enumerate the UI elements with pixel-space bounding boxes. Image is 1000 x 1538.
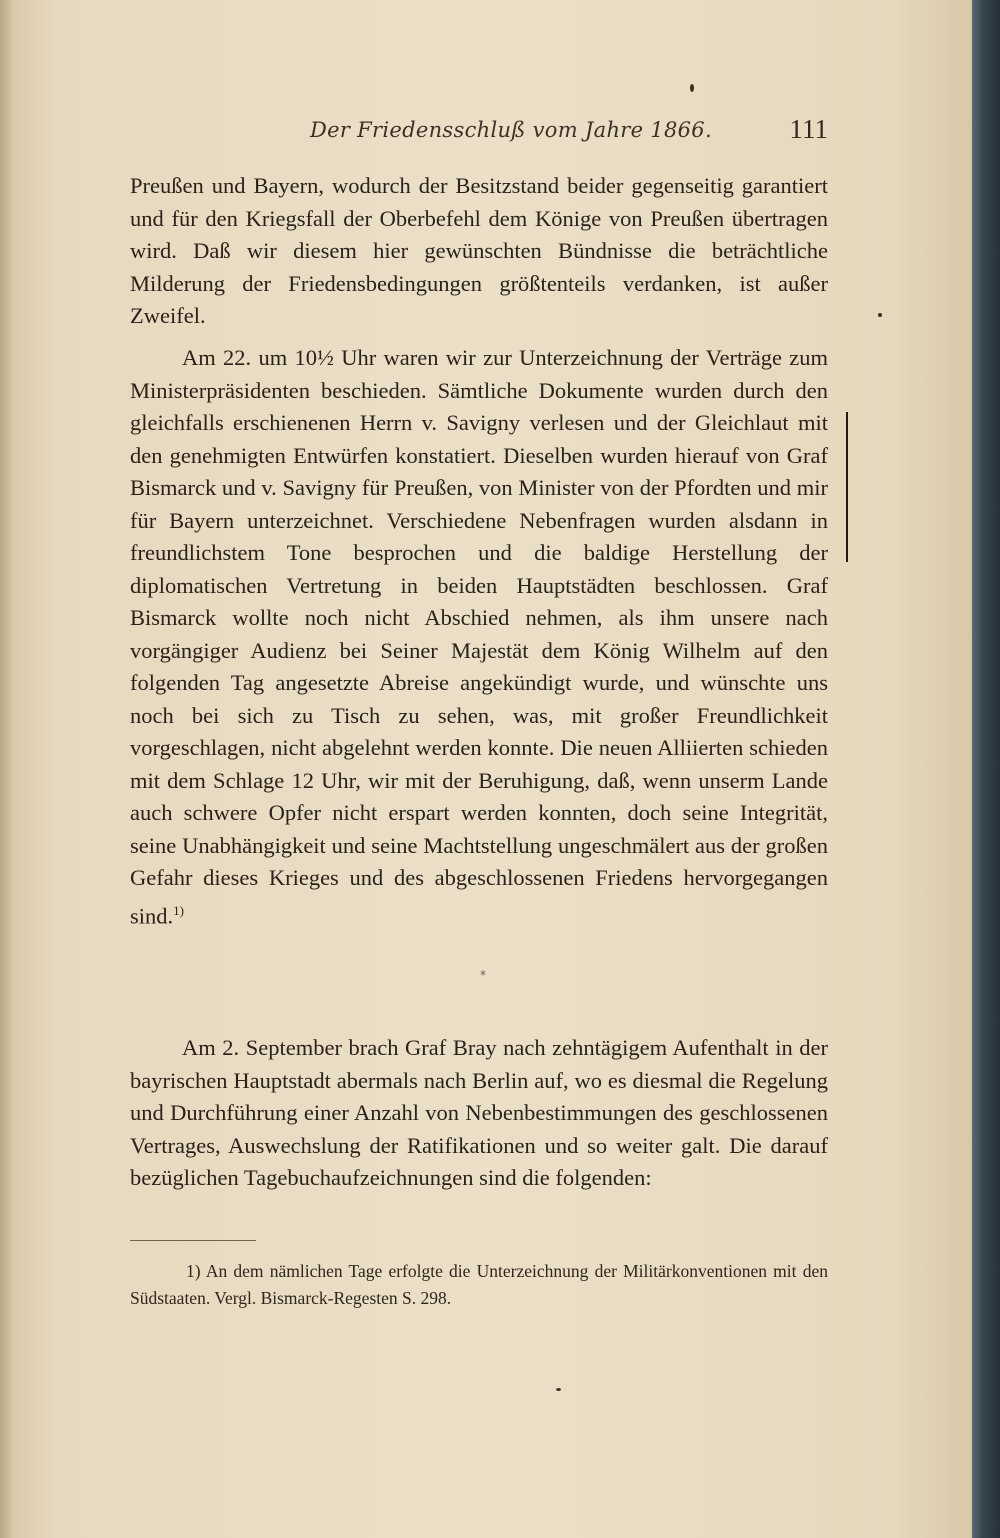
paper-speck [556,1388,561,1391]
footnote-mark: 1) [186,1261,201,1281]
paragraph-2 [130,342,828,933]
paper-speck [690,84,694,92]
footnote [130,1258,828,1312]
paragraph-1: Preußen und Bayern, wodurch der Besitzstand beider gegenseitig garantiert und für den Kriegsfall der Oberbefehl dem Könige von Preußen übertragen wird. Daß wir diesem hier gewünschten Bündnisse die beträchtliche Milderung der Friedensbedingungen größtenteils verdanken, ist außer Zweifel. [130,173,828,328]
running-title: Der Friedensschluß vom Jahre 1866. [310,118,712,142]
section-break-asterisk: * [480,968,486,982]
footnote-reference[interactable]: 1) [173,902,184,918]
footnote-divider [130,1240,256,1241]
book-spine [972,0,1000,1538]
page-number: 111 [789,114,828,144]
footnote-text: An dem nämlichen Tage erfolgte die Unterzeichnung der Militärkonventionen mit den Südstaaten. Vergl. Bismarck-Regesten S. 298. [130,1261,828,1308]
paragraph-2-text: Am 22. um 10½ Uhr waren wir zur Unterzeichnung der Verträge zum Ministerpräsidenten beschieden. Sämtliche Dokumente wurden durch den gleichfalls erschienenen Herrn v. Savigny verlesen und der Gleichlaut mit den genehmigten Entwürfen konstatiert. Dieselben wurden hierauf von Graf Bismarck und v. Savigny für Preußen, von Minister von der Pfordten und mir für Bayern unterzeichnet. Verschiedene Nebenfragen wurden alsdann in freundlichstem Tone besprochen und die baldige Herstellung der diplomatischen Vertretung in beiden Hauptstädten beschlossen. Graf Bismarck wollte noch nicht Abschied nehmen, als ihm unsere nach vorgängiger Audienz bei Seiner Majestät dem König Wilhelm auf den folgenden Tag angesetzte Abreise angekündigt wurde, und wünschte uns noch bei sich zu Tisch zu sehen, was, mit großer Freundlichkeit vorgeschlagen, nicht abgelehnt werden konnte. Die neuen Alliierten schieden mit dem Schlage 12 Uhr, wir mit der Beruhigung, daß, wenn unserm Lande auch schwere Opfer nicht erspart werden konnten, doch seine Integrität, seine Unabhängigkeit und seine Machtstellung ungeschmälert aus der großen Gefahr dieses Krieges und des abgeschlossenen Friedens hervorgegangen sind. [130,345,828,928]
margin-pencil-mark [846,412,858,562]
page-edge-shadow [0,0,14,1538]
paragraph-3: Am 2. September brach Graf Bray nach zehntägigem Aufenthalt in der bayrischen Hauptstadt abermals nach Berlin auf, wo es diesmal die Regelung und Durchführung einer Anzahl von Nebenbestimmungen des geschlossenen Vertrages, Auswechslung der Ratifikationen und so weiter galt. Die darauf bezüglichen Tagebuchaufzeichnungen sind die folgenden: [130,1035,828,1190]
paper-speck [878,313,882,317]
